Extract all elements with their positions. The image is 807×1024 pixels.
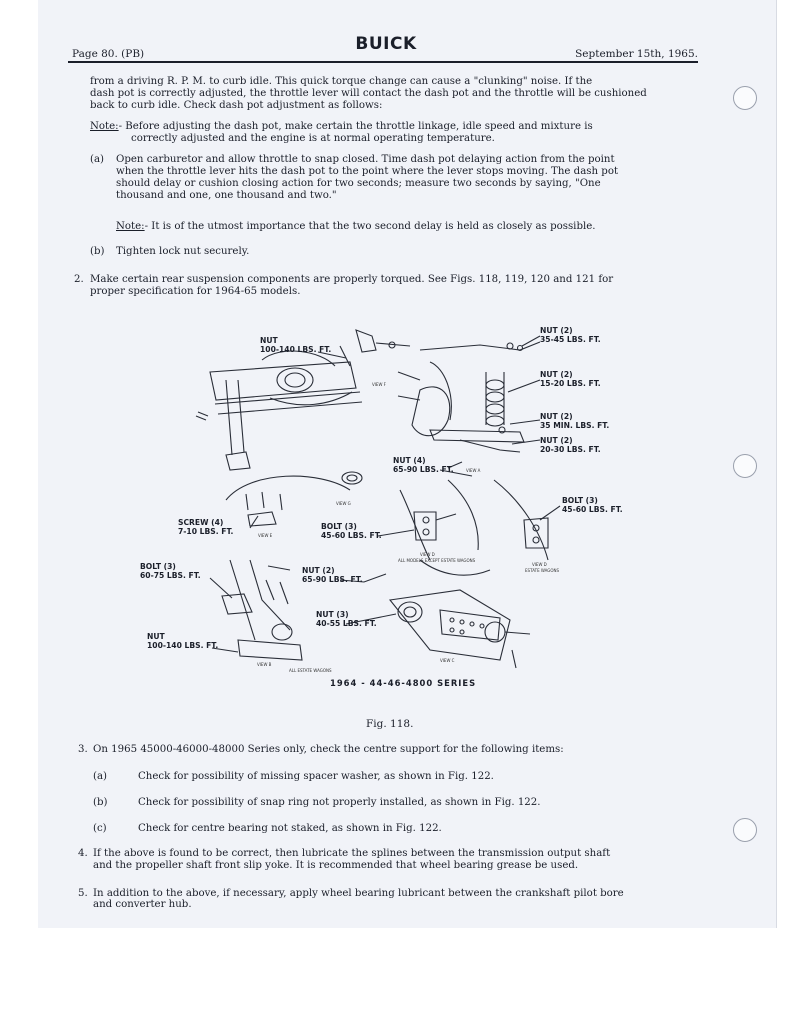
item-line: proper specification for 1964-65 models. <box>90 286 301 297</box>
item-line: In addition to the above, if necessary, apply wheel bearing lubricant between the crankshaft pilot bore <box>93 888 624 899</box>
view-label: VIEW A <box>466 468 481 473</box>
step-line: thousand and one, one thousand and two." <box>116 190 337 201</box>
sub-line: Check for possibility of snap ring not properly installed, as shown in Fig. 122. <box>138 797 541 808</box>
step-marker: (a) <box>90 154 105 165</box>
torque-label: NUT (2) 35-45 LBS. FT. <box>540 326 601 344</box>
note-line: Note:- It is of the utmost importance that the two second delay is held as closely as possible. <box>116 221 596 232</box>
note-line: correctly adjusted and the engine is at normal operating temperature. <box>131 133 495 144</box>
view-label: ALL ESTATE WAGONS <box>289 668 332 673</box>
view-label: VIEW D <box>420 552 435 557</box>
torque-label: NUT (2) 65-90 LBS. FT. <box>302 566 363 584</box>
view-label: VIEW F <box>372 382 386 387</box>
torque-label: NUT 100-140 LBS. FT. <box>147 632 219 650</box>
sub-line: Check for possibility of missing spacer washer, as shown in Fig. 122. <box>138 771 494 782</box>
view-label: VIEW G <box>336 501 351 506</box>
item-marker: 2. <box>74 274 84 285</box>
view-label: ALL MODELS EXCEPT ESTATE WAGONS <box>398 558 476 563</box>
item-marker: 3. <box>78 744 88 755</box>
brand-title: BUICK <box>355 34 417 54</box>
figure-series-title: 1964 - 44-46-4800 SERIES <box>330 678 477 688</box>
step-marker: (b) <box>90 246 105 257</box>
note-label: Note: <box>116 221 145 232</box>
intro-line: back to curb idle. Check dash pot adjustment as follows: <box>90 100 383 111</box>
view-label: VIEW E <box>258 533 273 538</box>
sub-marker: (b) <box>93 797 108 808</box>
view-label: VIEW C <box>440 658 455 663</box>
intro-line: from a driving R. P. M. to curb idle. This quick torque change can cause a "clunking" noise. If the <box>90 76 593 87</box>
torque-label: NUT 100-140 LBS. FT. <box>260 336 332 354</box>
sub-line: Check for centre bearing not staked, as shown in Fig. 122. <box>138 823 442 834</box>
torque-label: NUT (4) 65-90 LBS. FT. <box>393 456 454 474</box>
item-line: If the above is found to be correct, then lubricate the splines between the transmission output shaft <box>93 848 611 859</box>
note-line: Note:- Before adjusting the dash pot, make certain the throttle linkage, idle speed and mixture is <box>90 121 593 132</box>
torque-label: BOLT (3) 45-60 LBS. FT. <box>562 496 623 514</box>
step-line: Tighten lock nut securely. <box>116 246 250 257</box>
torque-label: BOLT (3) 60-75 LBS. FT. <box>140 562 201 580</box>
torque-label: NUT (3) 40-55 LBS. FT. <box>316 610 377 628</box>
step-line: Open carburetor and allow throttle to snap closed. Time dash pot delaying action from the point <box>116 154 615 165</box>
sub-marker: (c) <box>93 823 107 834</box>
torque-label: NUT (2) 20-30 LBS. FT. <box>540 436 601 454</box>
torque-label: NUT (2) 35 MIN. LBS. FT. <box>540 412 610 430</box>
item-line: On 1965 45000-46000-48000 Series only, check the centre support for the following items: <box>93 744 564 755</box>
view-label: VIEW B <box>257 662 272 667</box>
step-line: should delay or cushion closing action for two seconds; measure two seconds by saying, "One <box>116 178 601 189</box>
note-label: Note: <box>90 121 119 132</box>
figure-caption: Fig. 118. <box>366 718 414 730</box>
sub-marker: (a) <box>93 771 108 782</box>
view-label: VIEW D <box>532 562 547 567</box>
view-label: ESTATE WAGONS <box>525 568 560 573</box>
item-line: and converter hub. <box>93 899 192 910</box>
item-line: Make certain rear suspension components are properly torqued. See Figs. 118, 119, 120 and 121 for <box>90 274 614 285</box>
page-date: September 15th, 1965. <box>575 48 698 60</box>
torque-label: SCREW (4) 7-10 LBS. FT. <box>178 518 234 536</box>
torque-label: NUT (2) 15-20 LBS. FT. <box>540 370 601 388</box>
step-line: when the throttle lever hits the dash pot to the point where the lever stops moving. The dash pot <box>116 166 619 177</box>
torque-label: BOLT (3) 45-60 LBS. FT. <box>321 522 382 540</box>
intro-line: dash pot is correctly adjusted, the throttle lever will contact the dash pot and the throttle will be cushioned <box>90 88 647 99</box>
item-marker: 4. <box>78 848 88 859</box>
item-line: and the propeller shaft front slip yoke. It is recommended that wheel bearing grease be used. <box>93 860 579 871</box>
item-marker: 5. <box>78 888 88 899</box>
page-number: Page 80. (PB) <box>72 48 145 60</box>
